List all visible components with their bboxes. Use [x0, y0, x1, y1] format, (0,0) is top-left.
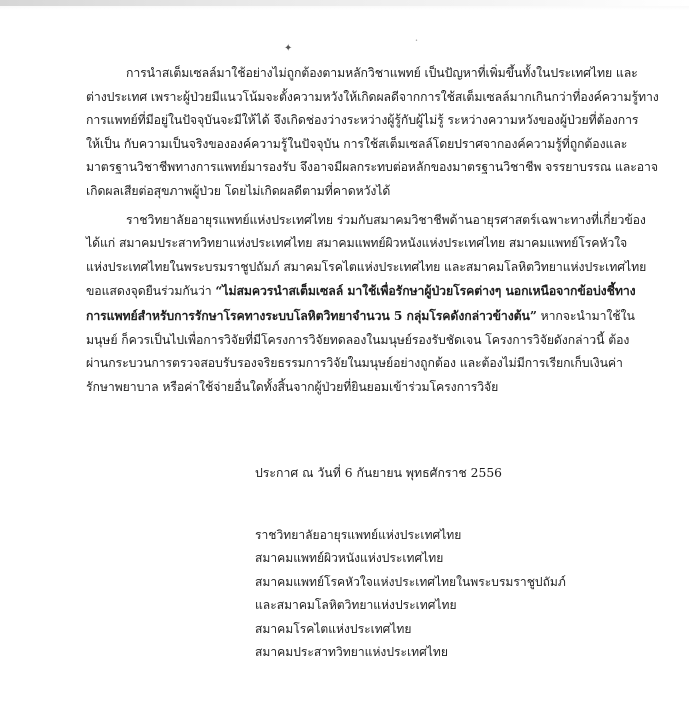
signatory-list — [255, 524, 566, 664]
statement-continuation: หากจะนำมาใช้ใน — [536, 308, 635, 323]
signatory-item: สมาคมแพทย์ผิวหนังแห่งประเทศไทย — [255, 551, 444, 566]
scan-edge-shadow — [0, 0, 689, 6]
paragraph-1-line: เกิดผลเสียต่อสุขภาพผู้ป่วย โดยไม่เกิดผลดีตามที่คาดหวังได้ — [86, 183, 391, 198]
scan-speck: ✦ — [284, 43, 293, 54]
signatory-item: สมาคมประสาทวิทยาแห่งประเทศไทย — [255, 645, 448, 660]
announcement-date: ประกาศ ณ วันที่ 6 กันยายน พุทธศักราช 2556 — [255, 466, 502, 480]
paragraph-2-line — [86, 279, 636, 304]
statement-lead-in: ขอแสดงจุดยืนร่วมกันว่า — [86, 284, 216, 299]
statement-body — [86, 62, 659, 399]
signatory-item: สมาคมแพทย์โรคหัวใจแห่งประเทศไทยในพระบรมราชูปถัมภ์ — [255, 574, 566, 589]
paragraph-2-line: ผ่านกระบวนการตรวจสอบรับรองจริยธรรมการวิจัยในมนุษย์อย่างถูกต้อง และต้องไม่มีการเรียกเก็บเงินค่า — [86, 356, 623, 371]
paragraph-2-line: ราชวิทยาลัยอายุรแพทย์แห่งประเทศไทย ร่วมกับสมาคมวิชาชีพด้านอายุรศาสตร์เฉพาะทางที่เกี่ยวข้อง — [126, 212, 646, 227]
signatory-item: ราชวิทยาลัยอายุรแพทย์แห่งประเทศไทย — [255, 528, 462, 542]
scan-speck: • — [415, 38, 418, 44]
paragraph-2-line: รักษาพยาบาล หรือค่าใช้จ่ายอื่นใดทั้งสิ้นจากผู้ป่วยที่ยินยอมเข้าร่วมโครงการวิจัย — [86, 379, 499, 394]
paragraph-2-line: แห่งประเทศไทยในพระบรมราชูปถัมภ์ สมาคมโรคไตแห่งประเทศไทย และสมาคมโลหิตวิทยาแห่งประเทศไทย — [86, 259, 647, 274]
signatory-item: และสมาคมโลหิตวิทยาแห่งประเทศไทย — [255, 598, 457, 613]
paragraph-1-line: มาตรฐานวิชาชีพทางการแพทย์มารองรับ จึงอาจมีผลกระทบต่อหลักของมาตรฐานวิชาชีพ จรรยาบรรณ และอาจ — [86, 160, 658, 175]
paragraph-1-line: ต่างประเทศ เพราะผู้ป่วยมีแนวโน้มจะตั้งความหวังให้เกิดผลดีจากการใช้สเต็มเซลล์มากเกินกว่าที่องค์ความรู้ทาง — [86, 89, 659, 104]
position-statement-bold: การแพทย์สำหรับการรักษาโรคทางระบบโลหิตวิทยาจำนวน 5 กลุ่มโรคดังกล่าวข้างต้น” — [86, 307, 537, 323]
paragraph-1-line: การนำสเต็มเซลล์มาใช้อย่างไม่ถูกต้องตามหลักวิชาแพทย์ เป็นปัญหาที่เพิ่มขึ้นทั้งในประเทศไทย และ — [126, 66, 638, 80]
paragraph-2-line — [86, 304, 635, 329]
signatory-item: สมาคมโรคไตแห่งประเทศไทย — [255, 621, 412, 636]
position-statement-bold: “ไม่สมควรนำสเต็มเซลล์ มาใช้เพื่อรักษาผู้ป่วยโรคต่างๆ นอกเหนือจากข้อบ่งชี้ทาง — [215, 283, 636, 299]
paragraph-2-line: ได้แก่ สมาคมประสาทวิทยาแห่งประเทศไทย สมาคมแพทย์ผิวหนังแห่งประเทศไทย สมาคมแพทย์โรคหัวใจ — [86, 236, 628, 251]
paragraph-1-line: ให้เป็น กับความเป็นจริงขององค์ความรู้ในปัจจุบัน การใช้สเต็มเซลล์โดยปราศจากองค์ความรู้ที่ถูกต้องและ — [86, 136, 628, 151]
paragraph-2-line: มนุษย์ ก็ควรเป็นไปเพื่อการวิจัยที่มีโครงการวิจัยทดลองในมนุษย์รองรับชัดเจน โครงการวิจัยดังกล่าวนี้ ต้อง — [86, 332, 630, 347]
paragraph-1-line: การแพทย์ที่มีอยู่ในปัจจุบันจะมีให้ได้ จึงเกิดช่องว่างระหว่างผู้รู้กับผู้ไม่รู้ ระหว่างความหวังของผู้ป่วยที่ต้องการ — [86, 113, 639, 128]
